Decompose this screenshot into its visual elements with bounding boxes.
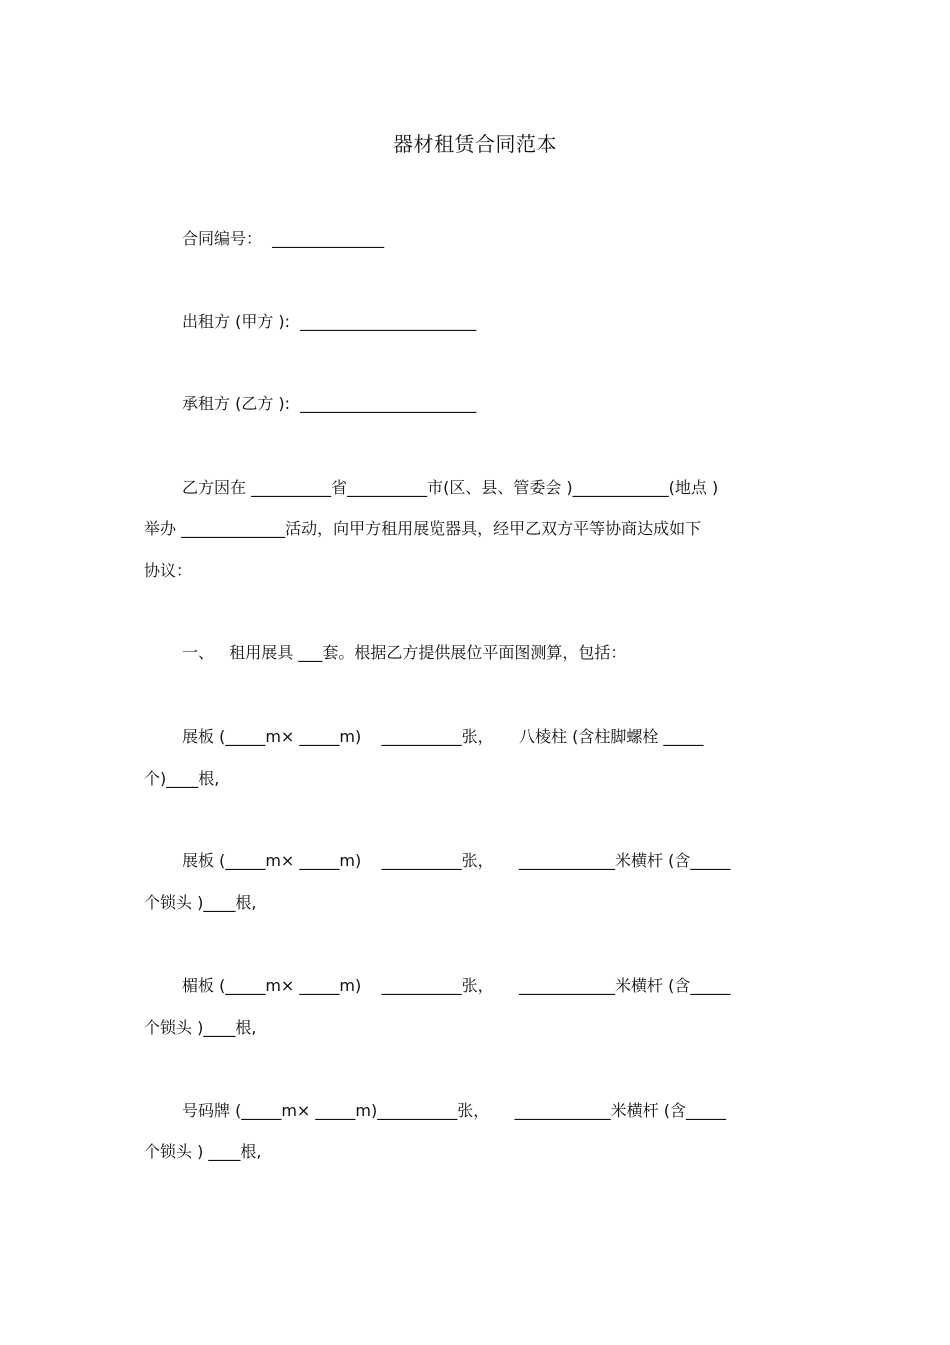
item-line: 展板 (_____m× _____m) __________张， 八棱柱 (含柱脚螺栓 _____ [182,727,704,746]
item-line: 楣板 (_____m× _____m) __________张， ____________米横杆 (含_____ [182,976,731,995]
paragraph-line: 乙方因在 __________省__________市(区、县、管委会 )____________(地点 ) [182,478,719,497]
lessor-line: 出租方 (甲方 ): ______________________ [182,312,477,331]
item-line: 个锁头 )____根, [144,1018,257,1037]
clause-one-line: 一、 租用展具 ___套。根据乙方提供展位平面图测算，包括： [182,643,627,662]
contract-number-line: 合同编号： ______________ [182,229,385,248]
paragraph-line: 协议： [144,561,193,580]
item-line: 个锁头 )____根, [144,893,257,912]
item-line: 个锁头 ) ____根, [144,1142,262,1161]
item-line: 个)____根, [144,769,220,788]
document-title: 器材租赁合同范本 [393,132,557,156]
paragraph-line: 举办 _____________活动，向甲方租用展览器具，经甲乙双方平等协商达成如下 [144,519,702,538]
item-line: 号码牌 (_____m× _____m)__________张， ____________米横杆 (含_____ [182,1101,726,1120]
lessee-line: 承租方 (乙方 ): ______________________ [182,394,477,413]
item-line: 展板 (_____m× _____m) __________张， ____________米横杆 (含_____ [182,851,731,870]
